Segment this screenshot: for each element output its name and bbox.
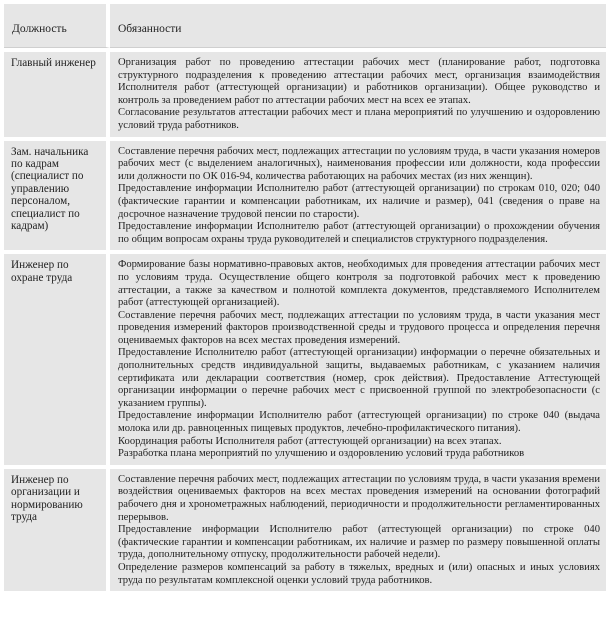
table-header-row	[4, 4, 606, 48]
position-deputy-hr: Зам. начальника по кадрам (специалист по управлению персоналом, специалист по кадрам)	[4, 141, 110, 251]
duties-cell	[110, 254, 606, 465]
header-position: Должность	[4, 4, 110, 48]
position-safety-engineer: Инженер по охране труда	[4, 254, 110, 465]
duty-paragraph: Предоставление Исполнителю работ (аттестующей организации) информации о перечне обязательных и дополнительных средств индивидуальной защиты, выдаваемых работникам, с указанием наличия сертификата или декларации соответствия (номер, срок действия). Предоставление Аттестующей организации информации о перечне рабочих мест с присвоенной группой по электробезопасности (с указанием группы).	[118, 347, 600, 409]
duty-paragraph: Согласование результатов аттестации рабочих мест и плана мероприятий по улучшению и оздоровлению условий труда работников.	[118, 107, 600, 131]
duty-paragraph: Предоставление информации Исполнителю работ (аттестующей организации) по строке 040 (выдача молока или др. равноценных пищевых продуктов, лечебно-профилактического питания).	[118, 410, 600, 435]
duty-paragraph: Определение размеров компенсаций за работу в тяжелых, вредных и (или) опасных и иных условиях труда по результатам комплексной оценки условий труда работников.	[118, 561, 600, 586]
duty-paragraph: Предоставление информации Исполнителю работ (аттестующей организации) о прохождении обучения по общим вопросам охраны труда руководителей и специалистов структурного подразделения.	[118, 221, 600, 245]
position-labor-engineer: Инженер по организации и нормированию труда	[4, 469, 110, 591]
duty-paragraph: Формирование базы нормативно-правовых актов, необходимых для проведения аттестации рабочих мест по условиям труда. Осуществление общего контроля за подготовкой рабочих мест к проведению аттестации, а также за качеством и полнотой комплекта документов, представляемого Исполнителем работ (аттестующей организацией).	[118, 259, 600, 309]
duties-cell	[110, 469, 606, 591]
duty-paragraph: Составление перечня рабочих мест, подлежащих аттестации по условиям труда, в части указания мест проведения измерений факторов производственной среды и трудового процесса и определения перечня оцениваемых факторов на всех местах проведения измерений.	[118, 309, 600, 346]
duty-paragraph: Предоставление информации Исполнителю работ (аттестующей организации) по строке 040 (фактические гарантии и компенсации работникам, их наличие и размер по размеру повышенной оплаты труда, дополнительному отпуску, продолжительности рабочей недели).	[118, 524, 600, 561]
duties-cell	[110, 52, 606, 137]
duty-paragraph: Организация работ по проведению аттестации рабочих мест (планирование работ, подготовка структурного подразделения к проведению аттестации рабочих мест, организация взаимодействия Исполнителя работ (аттестующей организации) и работников организации). Общее руководство и контроль за проведением работ по аттестации рабочих мест на всех ее этапах.	[118, 57, 600, 106]
table-row	[4, 254, 606, 465]
header-duties: Обязанности	[110, 4, 606, 48]
duty-paragraph: Предоставление информации Исполнителю работ (аттестующей организации) по строкам 010, 020; 040 (фактические гарантии и компенсации работникам, их наличие и размер), 041 (сведения о праве на досрочное назначение трудовой пенсии по старости).	[118, 183, 600, 220]
duties-cell	[110, 141, 606, 251]
table-row	[4, 141, 606, 251]
duty-paragraph: Координация работы Исполнителя работ (аттестующей организации) на всех этапах.	[118, 435, 502, 447]
position-chief-engineer: Главный инженер	[4, 52, 110, 137]
duty-paragraph: Составление перечня рабочих мест, подлежащих аттестации по условиям труда, в части указания времени воздействия оцениваемых факторов на всех местах проведения измерений на основании фотографий рабочего дня и хронометражных наблюдений, периодичности и продолжительности регламентированных перерывов.	[118, 473, 600, 523]
table-row	[4, 469, 606, 591]
duty-paragraph: Разработка плана мероприятий по улучшению и оздоровлению условий труда работников	[118, 448, 525, 460]
duty-paragraph: Составление перечня рабочих мест, подлежащих аттестации по условиям труда, в части указания номеров рабочих мест (с выделением аналогичных), наименования профессии или должности, кода профессии или должности по ОК 016-94, количества работающих на рабочих местах (из них женщин).	[118, 145, 600, 182]
table-row	[4, 52, 606, 137]
duties-table	[4, 0, 606, 595]
